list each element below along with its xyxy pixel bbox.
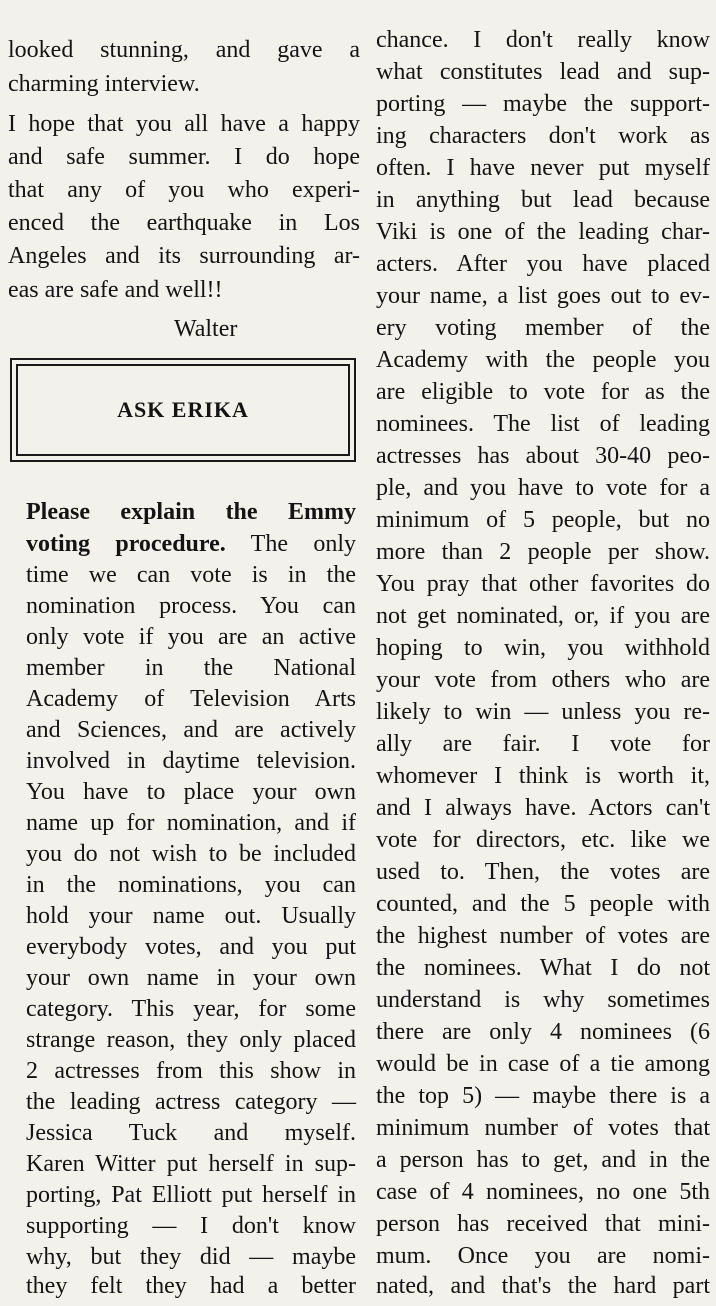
answer-line: everybody votes, and you put xyxy=(26,934,356,960)
answer-line: name up for nomination, and if xyxy=(26,810,356,836)
answer-line: you do not wish to be included xyxy=(26,841,356,867)
answer-line: and Sciences, and are actively xyxy=(26,717,356,743)
answer-line: would be in case of a tie among xyxy=(376,1051,710,1077)
answer-line: whomever I think is worth it, xyxy=(376,763,710,789)
answer-line: the leading actress category — xyxy=(26,1089,356,1115)
answer-line: understand is why sometimes xyxy=(376,987,710,1013)
answer-line: what constitutes lead and sup- xyxy=(376,59,710,85)
answer-line: mum. Once you are nomi- xyxy=(376,1243,710,1269)
answer-line: there are only 4 nominees (6 xyxy=(376,1019,710,1045)
answer-line: not get nominated, or, if you are xyxy=(376,603,710,629)
answer-line: ery voting member of the xyxy=(376,315,710,341)
answer-line: hoping to win, you withhold xyxy=(376,635,710,661)
answer-line: are eligible to vote for as the xyxy=(376,379,710,405)
answer-line: nomination process. You can xyxy=(26,593,356,619)
answer-line: 2 actresses from this show in xyxy=(26,1058,356,1084)
answer-line: minimum number of votes that xyxy=(376,1115,710,1141)
answer-line: more than 2 people per show. xyxy=(376,539,710,565)
answer-line: You pray that other favorites do xyxy=(376,571,710,597)
answer-line: often. I have never put myself xyxy=(376,155,710,181)
answer-line: your name, a list goes out to ev- xyxy=(376,283,710,309)
answer-line: nated, and that's the hard part xyxy=(376,1273,710,1299)
answer-line: Academy of Television Arts xyxy=(26,686,356,712)
answer-line: they felt they had a better xyxy=(26,1273,356,1299)
answer-line: ing characters don't work as xyxy=(376,123,710,149)
answer-line: porting — maybe the support- xyxy=(376,91,710,117)
answer-line: ally are fair. I vote for xyxy=(376,731,710,757)
answer-line: You have to place your own xyxy=(26,779,356,805)
section-header-inner-border xyxy=(16,364,350,456)
answer-line: actresses has about 30-40 peo- xyxy=(376,443,710,469)
answer-line: in anything but lead because xyxy=(376,187,710,213)
text-line: looked stunning, and gave a xyxy=(8,37,360,63)
text-line: that any of you who experi- xyxy=(8,177,360,203)
answer-line: chance. I don't really know xyxy=(376,27,710,53)
answer-line: case of 4 nominees, no one 5th xyxy=(376,1179,710,1205)
answer-line: your vote from others who are xyxy=(376,667,710,693)
answer-line: and I always have. Actors can't xyxy=(376,795,710,821)
answer-line: only vote if you are an active xyxy=(26,624,356,650)
answer-line: used to. Then, the votes are xyxy=(376,859,710,885)
answer-line: porting, Pat Elliott put herself in xyxy=(26,1182,356,1208)
answer-line: ple, and you have to vote for a xyxy=(376,475,710,501)
answer-line: supporting — I don't know xyxy=(26,1213,356,1239)
answer-line: strange reason, they only placed xyxy=(26,1027,356,1053)
answer-line: hold your name out. Usually xyxy=(26,903,356,929)
text-line: eas are safe and well!! xyxy=(8,277,223,303)
answer-line: Academy with the people you xyxy=(376,347,710,373)
question-line: Please explain the Emmy xyxy=(26,499,356,525)
answer-line: a person has to get, and in the xyxy=(376,1147,710,1173)
answer-line: the nominees. What I do not xyxy=(376,955,710,981)
answer-line: your own name in your own xyxy=(26,965,356,991)
answer-line: involved in daytime television. xyxy=(26,748,356,774)
section-header-box xyxy=(10,358,356,462)
answer-text: The only xyxy=(225,531,356,557)
text-line: Angeles and its surrounding ar- xyxy=(8,243,360,269)
text-line: charming interview. xyxy=(8,71,200,97)
answer-line: person has received that mini- xyxy=(376,1211,710,1237)
text-line: and safe summer. I do hope xyxy=(8,144,360,170)
answer-line: vote for directors, etc. like we xyxy=(376,827,710,853)
text-line: enced the earthquake in Los xyxy=(8,210,360,236)
question-line: voting procedure. xyxy=(26,531,226,557)
text-line: I hope that you all have a happy xyxy=(8,111,360,137)
answer-line: the highest number of votes are xyxy=(376,923,710,949)
answer-line: minimum of 5 people, but no xyxy=(376,507,710,533)
answer-line: likely to win — unless you re- xyxy=(376,699,710,725)
answer-line: in the nominations, you can xyxy=(26,872,356,898)
answer-line: time we can vote is in the xyxy=(26,562,356,588)
answer-line: category. This year, for some xyxy=(26,996,356,1022)
question-answer-line xyxy=(26,530,356,558)
answer-line: member in the National xyxy=(26,655,356,681)
answer-line: acters. After you have placed xyxy=(376,251,710,277)
answer-line: why, but they did — maybe xyxy=(26,1244,356,1270)
answer-line: Karen Witter put herself in sup- xyxy=(26,1151,356,1177)
section-title: ASK ERIKA xyxy=(117,397,249,422)
answer-line: nominees. The list of leading xyxy=(376,411,710,437)
answer-line: counted, and the 5 people with xyxy=(376,891,710,917)
signature: Walter xyxy=(174,316,238,342)
answer-line: Jessica Tuck and myself. xyxy=(26,1120,356,1146)
answer-line: Viki is one of the leading char- xyxy=(376,219,710,245)
answer-line: the top 5) — maybe there is a xyxy=(376,1083,710,1109)
